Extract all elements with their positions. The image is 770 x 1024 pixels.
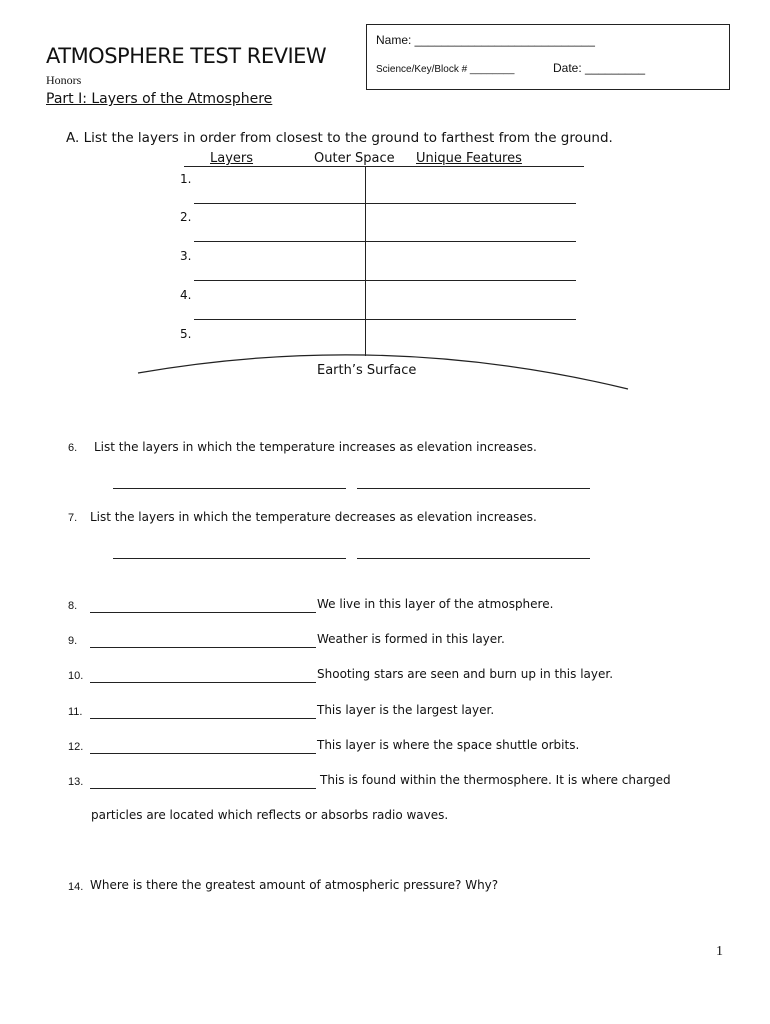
column-unique-features: Unique Features — [416, 151, 522, 166]
answer-line[interactable] — [90, 788, 316, 789]
layer-row-number: 3. — [180, 249, 192, 263]
question-text: This layer is where the space shuttle orbits. — [317, 738, 580, 752]
question-text: List the layers in which the temperature decreases as elevation increases. — [90, 510, 537, 524]
answer-line[interactable] — [90, 612, 316, 613]
earth-surface-label: Earth’s Surface — [317, 363, 417, 378]
layer-row-number: 1. — [180, 172, 192, 186]
page-number: 1 — [716, 944, 723, 959]
answer-line[interactable] — [113, 558, 346, 559]
answer-line[interactable] — [357, 558, 590, 559]
answer-line[interactable] — [90, 647, 316, 648]
question-text: Where is there the greatest amount of atmospheric pressure? Why? — [90, 878, 499, 892]
question-text: List the layers in which the temperature increases as elevation increases. — [94, 440, 537, 454]
question-text: This is found within the thermosphere. It is where charged — [320, 773, 671, 787]
earth-surface-curve — [0, 0, 770, 420]
question-number: 8. — [68, 600, 78, 612]
layer-row-number: 4. — [180, 288, 192, 302]
question-number: 7. — [68, 512, 78, 524]
question-number: 12. — [68, 741, 84, 753]
question-text: We live in this layer of the atmosphere. — [317, 597, 554, 611]
question-number: 9. — [68, 635, 78, 647]
question-number: 6. — [68, 442, 78, 454]
question-number: 10. — [68, 670, 84, 682]
worksheet-title: ATMOSPHERE TEST REVIEW — [46, 44, 327, 68]
layer-row-number: 2. — [180, 210, 192, 224]
answer-line[interactable] — [357, 488, 590, 489]
question-text: Weather is formed in this layer. — [317, 632, 505, 646]
date-field[interactable]: Date: _________ — [553, 61, 646, 75]
name-field[interactable]: Name: ___________________________ — [376, 33, 595, 47]
answer-line[interactable] — [90, 682, 316, 683]
answer-line[interactable] — [90, 753, 316, 754]
question-number: 13. — [68, 776, 84, 788]
answer-line[interactable] — [113, 488, 346, 489]
question-text-continued: particles are located which reflects or absorbs radio waves. — [91, 808, 449, 822]
question-number: 14. — [68, 881, 84, 893]
part-heading: Part I: Layers of the Atmosphere — [46, 91, 273, 107]
column-outer-space: Outer Space — [314, 151, 395, 166]
question-text: Shooting stars are seen and burn up in this layer. — [317, 667, 614, 681]
section-a-prompt: A. List the layers in order from closest to the ground to farthest from the ground. — [66, 130, 613, 146]
question-text: This layer is the largest layer. — [317, 703, 495, 717]
subtitle: Honors — [46, 73, 82, 87]
question-number: 11. — [68, 706, 83, 718]
column-layers: Layers — [210, 151, 254, 166]
layer-row-number: 5. — [180, 327, 192, 341]
answer-line[interactable] — [90, 718, 316, 719]
science-block-field[interactable]: Science/Key/Block # ________ — [376, 64, 515, 75]
